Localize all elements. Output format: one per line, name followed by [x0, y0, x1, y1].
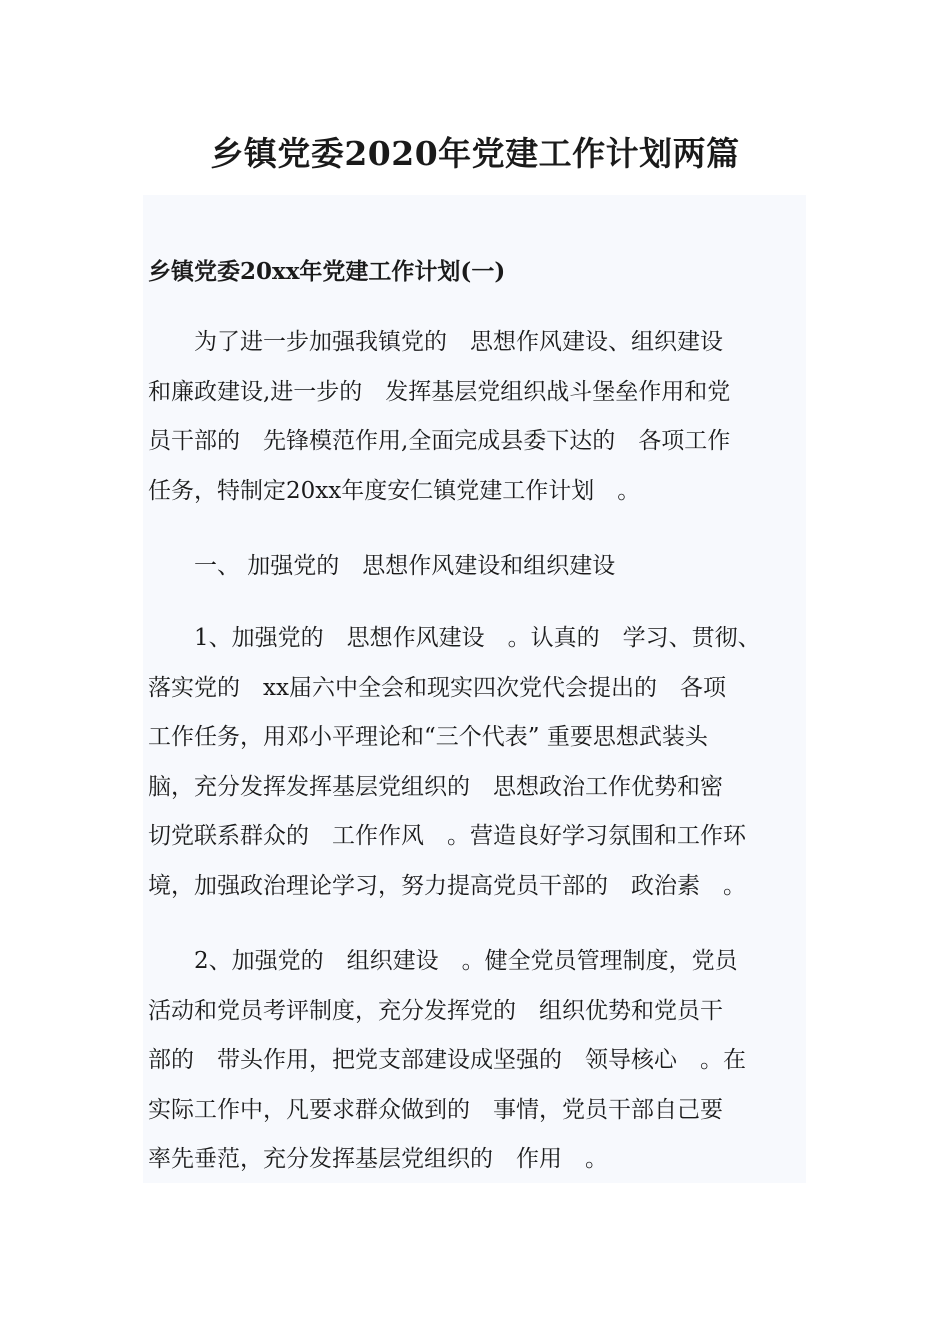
paragraph-line: 脑，充分发挥发挥基层党组织的 思想政治工作优势和密: [148, 773, 723, 800]
paragraph-line: 活动和党员考评制度，充分发挥党的 组织优势和党员干: [148, 997, 723, 1024]
subheading-one: [148, 542, 798, 592]
paragraph-line: 和廉政建设,进一步的 发挥基层党组织战斗堡垒作用和党: [148, 378, 731, 405]
paragraph-line: 员干部的 先锋模范作用,全面完成县委下达的 各项工作: [148, 428, 731, 454]
paragraph-line: 任务，特制定20xx年度安仁镇党建工作计划 。: [148, 477, 641, 504]
paragraph-line: 为了进一步加强我镇党的 思想作风建设、组织建设: [194, 329, 723, 355]
paragraph-line: 境，加强政治理论学习，努力提高党员干部的 政治素 。: [148, 872, 746, 899]
paragraph-line: 实际工作中，凡要求群众做到的 事情，党员干部自己要: [148, 1096, 723, 1123]
paragraph-line: 一、 加强党的 思想作风建设和组织建设: [194, 553, 616, 579]
paragraph-item-1: [148, 614, 798, 911]
paragraph-line: 部的 带头作用，把党支部建设成坚强的 领导核心 。在: [148, 1047, 746, 1073]
paragraph-line: 切党联系群众的 工作作风 。营造良好学习氛围和工作环: [148, 823, 746, 849]
paragraph-intro: [148, 318, 798, 516]
paragraph-line: 2、加强党的 组织建设 。健全党员管理制度，党员: [194, 948, 738, 974]
paragraph-item-2: [148, 937, 798, 1185]
section-heading: 乡镇党委20xx年党建工作计划(一): [148, 258, 506, 285]
paragraph-line: 率先垂范，充分发挥基层党组织的 作用 。: [148, 1146, 608, 1172]
paragraph-line: 工作任务，用邓小平理论和“三个代表” 重要思想武装头: [148, 724, 708, 750]
paragraph-line: 1、加强党的 思想作风建设 。认真的 学习、贯彻、: [194, 625, 761, 651]
document-title: 乡镇党委2020年党建工作计划两篇: [210, 134, 740, 173]
paragraph-line: 落实党的 xx届六中全会和现实四次党代会提出的 各项: [148, 674, 726, 701]
